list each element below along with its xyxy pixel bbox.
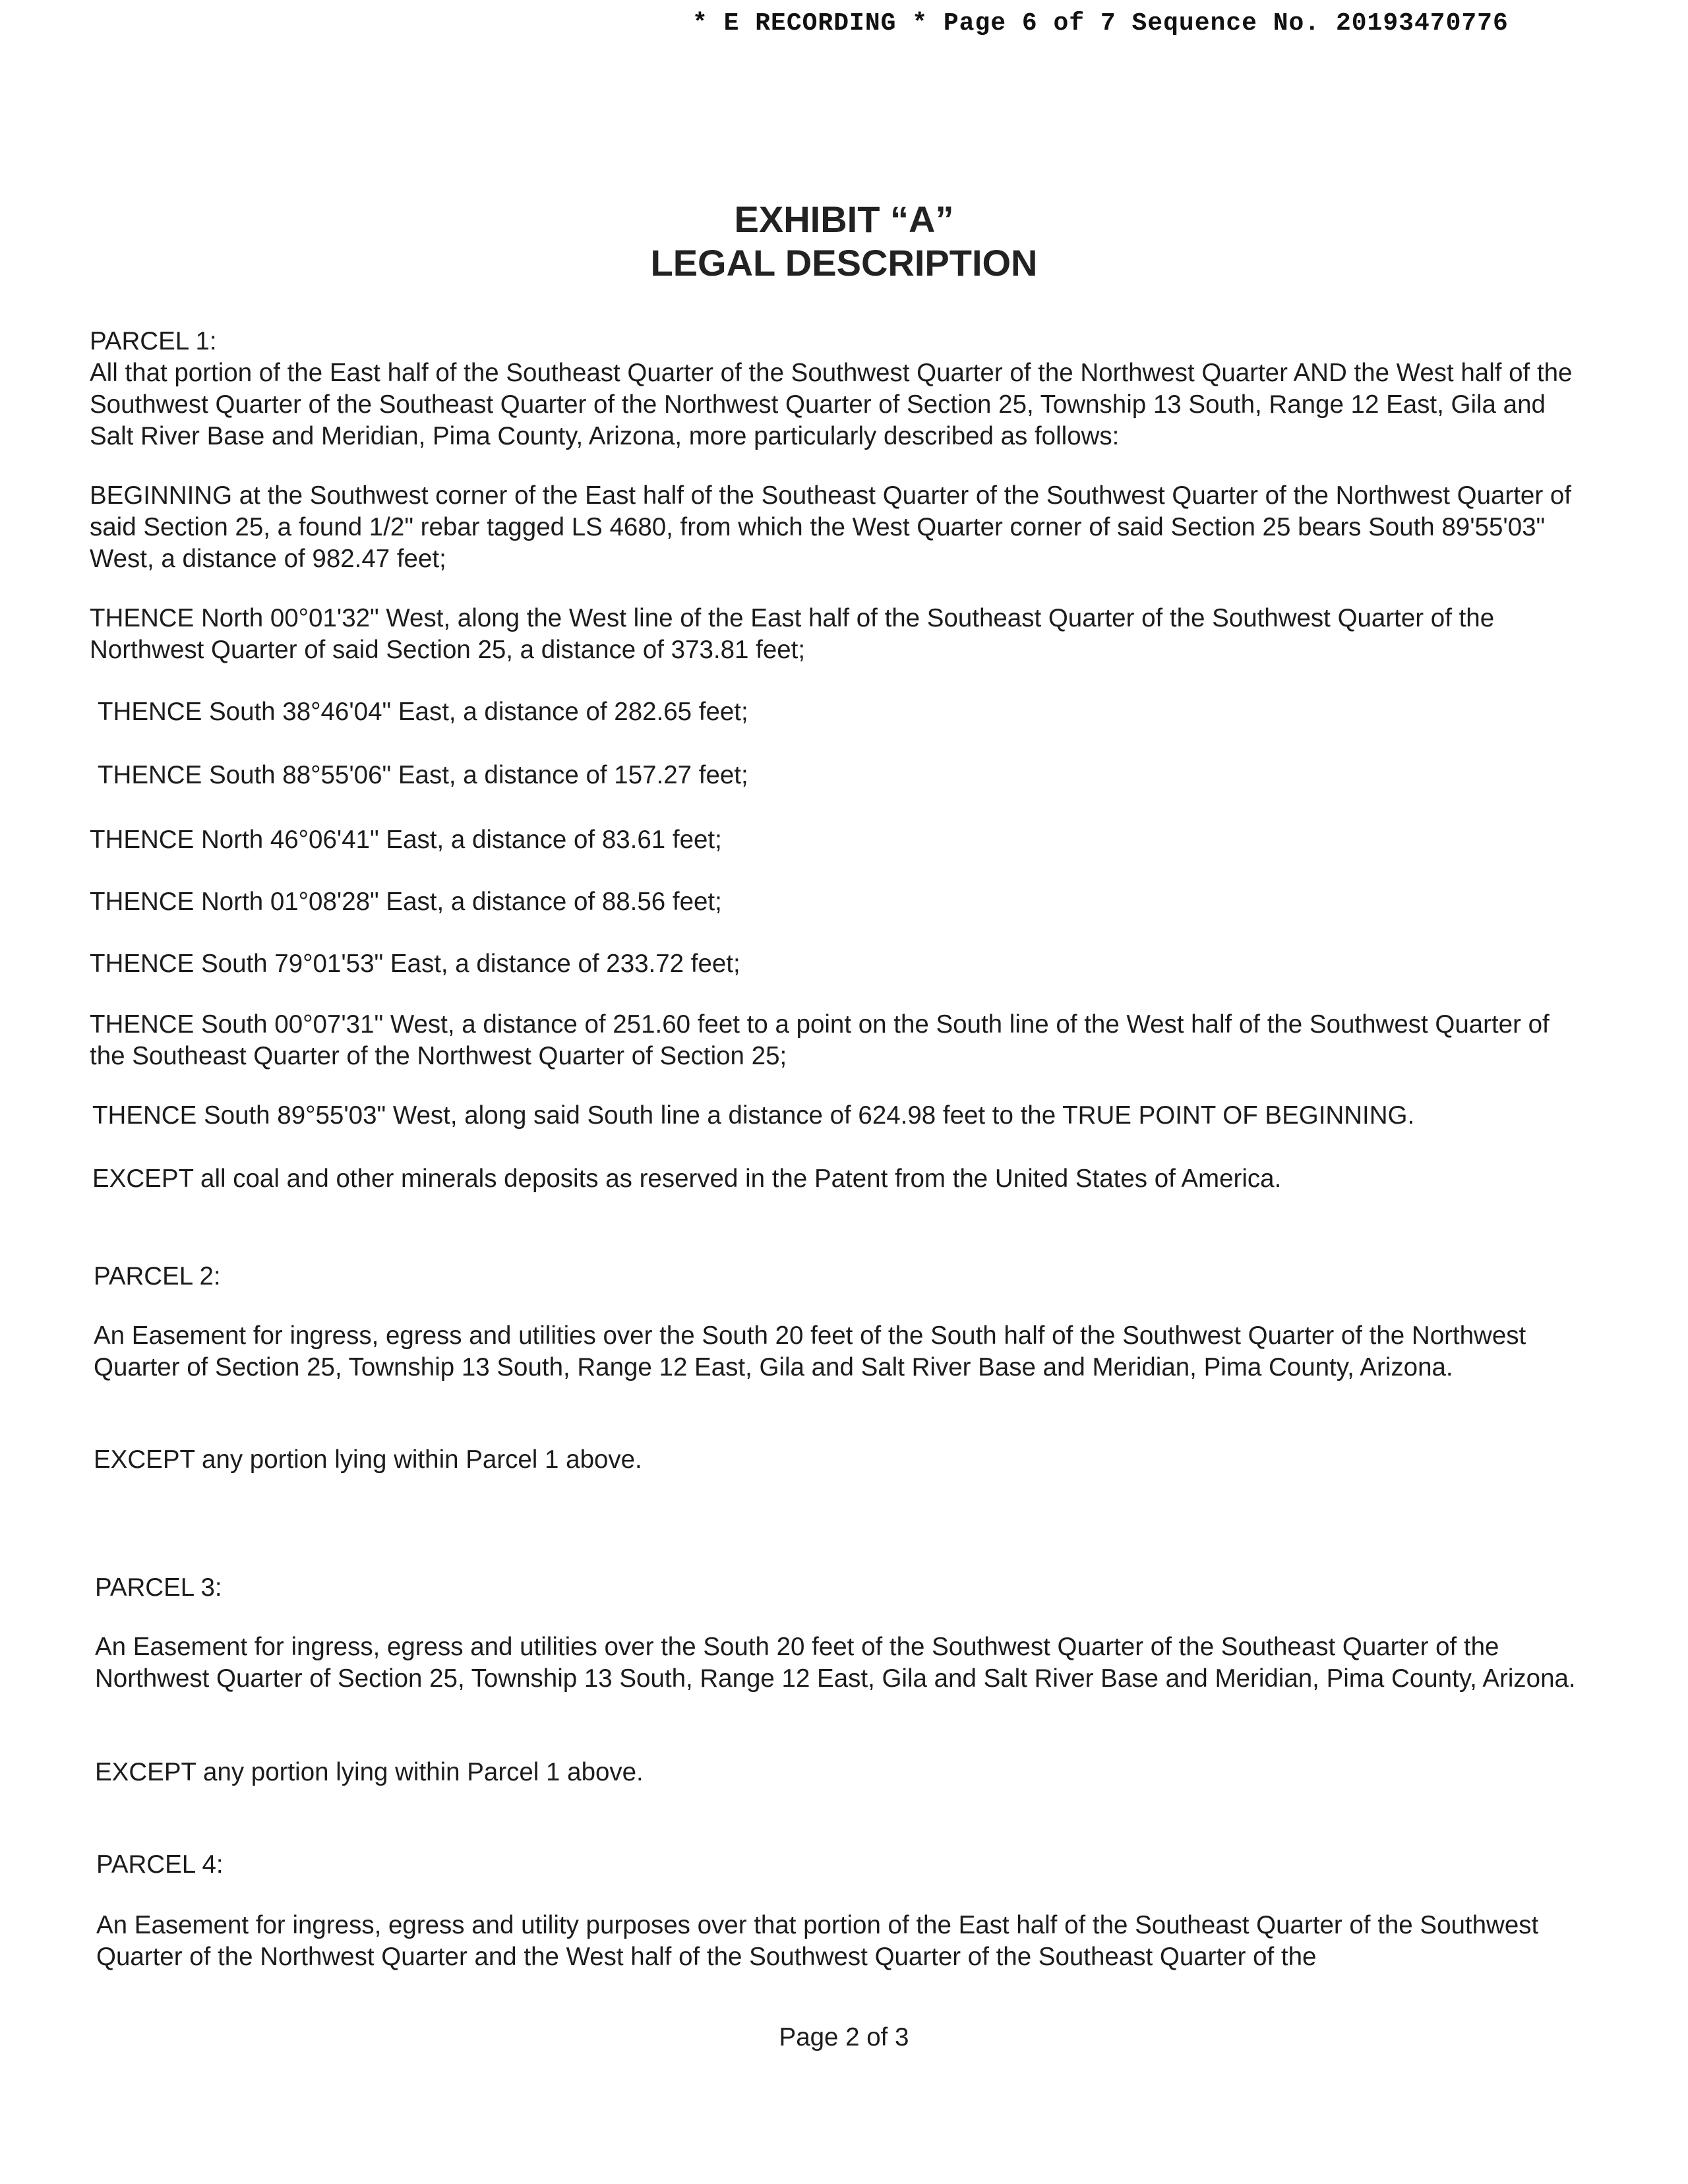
parcel1-intro: All that portion of the East half of the Southeast Quarter of the Southwest Quarter of the Northwest Quarter AND the West half of the Southwest Quarter of the Southeast Quarter of the Northwest Quarter of Section 25, Township 13 South, Range 12 East, Gila and Salt River Base and Meridian, Pima County, Arizona, more particularly described as follows: xyxy=(90,359,1573,450)
parcel1-course-2: THENCE South 38°46'04" East, a distance of 282.65 feet; xyxy=(98,698,748,726)
exhibit-title-line2: LEGAL DESCRIPTION xyxy=(650,242,1038,284)
parcel3-text: An Easement for ingress, egress and utilities over the South 20 feet of the Southwest Quarter of the Southeast Quarter of the Northwest Quarter of Section 25, Township 13 South, Range 12 East, Gila and Salt River Base and Meridian, Pima County, Arizona. xyxy=(95,1633,1576,1693)
parcel1-label: PARCEL 1: xyxy=(90,327,217,355)
parcel3-label: PARCEL 3: xyxy=(95,1573,222,1602)
parcel1-beginning: BEGINNING at the Southwest corner of the East half of the Southeast Quarter of the Southwest Quarter of the Northwest Quarter of said Section 25, a found 1/2" rebar tagged LS 4680, from which the West Quarter corner of said Section 25 bears South 89'55'03" West, a distance of 982.47 feet; xyxy=(90,481,1571,573)
page-footer: Page 2 of 3 xyxy=(779,2023,909,2051)
parcel4-label: PARCEL 4: xyxy=(96,1850,224,1879)
parcel3-exception: EXCEPT any portion lying within Parcel 1 above. xyxy=(95,1758,644,1786)
parcel1-course-3: THENCE South 88°55'06" East, a distance of 157.27 feet; xyxy=(98,761,748,789)
parcel1-course-8: THENCE South 89°55'03" West, along said South line a distance of 624.98 feet to the TRUE POINT OF BEGINNING. xyxy=(92,1101,1415,1130)
parcel1-course-4: THENCE North 46°06'41" East, a distance of 83.61 feet; xyxy=(90,826,722,854)
parcel2-exception: EXCEPT any portion lying within Parcel 1 above. xyxy=(94,1445,642,1474)
parcel1-course-5: THENCE North 01°08'28" East, a distance of 88.56 feet; xyxy=(90,888,722,916)
exhibit-title xyxy=(0,198,1688,285)
parcel2-label: PARCEL 2: xyxy=(94,1262,221,1290)
parcel4-text: An Easement for ingress, egress and utility purposes over that portion of the East half of the Southeast Quarter of the Southwest Quarter of the Northwest Quarter and the West half of the Southwest Quarter of the Southeast Quarter of the xyxy=(96,1911,1539,1971)
exhibit-title-line1: EXHIBIT “A” xyxy=(734,198,954,240)
recording-stamp: * E RECORDING * Page 6 of 7 Sequence No. 20193470776 xyxy=(692,9,1509,38)
parcel1-course-6: THENCE South 79°01'53" East, a distance of 233.72 feet; xyxy=(90,950,740,978)
parcel1-course-7: THENCE South 00°07'31" West, a distance of 251.60 feet to a point on the South line of the West half of the Southwest Quarter of the Southeast Quarter of the Northwest Quarter of Section 25; xyxy=(90,1010,1550,1070)
parcel1-exception: EXCEPT all coal and other minerals deposits as reserved in the Patent from the United States of America. xyxy=(92,1165,1282,1193)
parcel2-text: An Easement for ingress, egress and utilities over the South 20 feet of the South half of the Southwest Quarter of the Northwest Quarter of Section 25, Township 13 South, Range 12 East, Gila and Salt River Base and Meridian, Pima County, Arizona. xyxy=(94,1321,1526,1381)
parcel1-course-1: THENCE North 00°01'32" West, along the West line of the East half of the Southeast Quarter of the Southwest Quarter of the Northwest Quarter of said Section 25, a distance of 373.81 feet; xyxy=(90,604,1495,664)
